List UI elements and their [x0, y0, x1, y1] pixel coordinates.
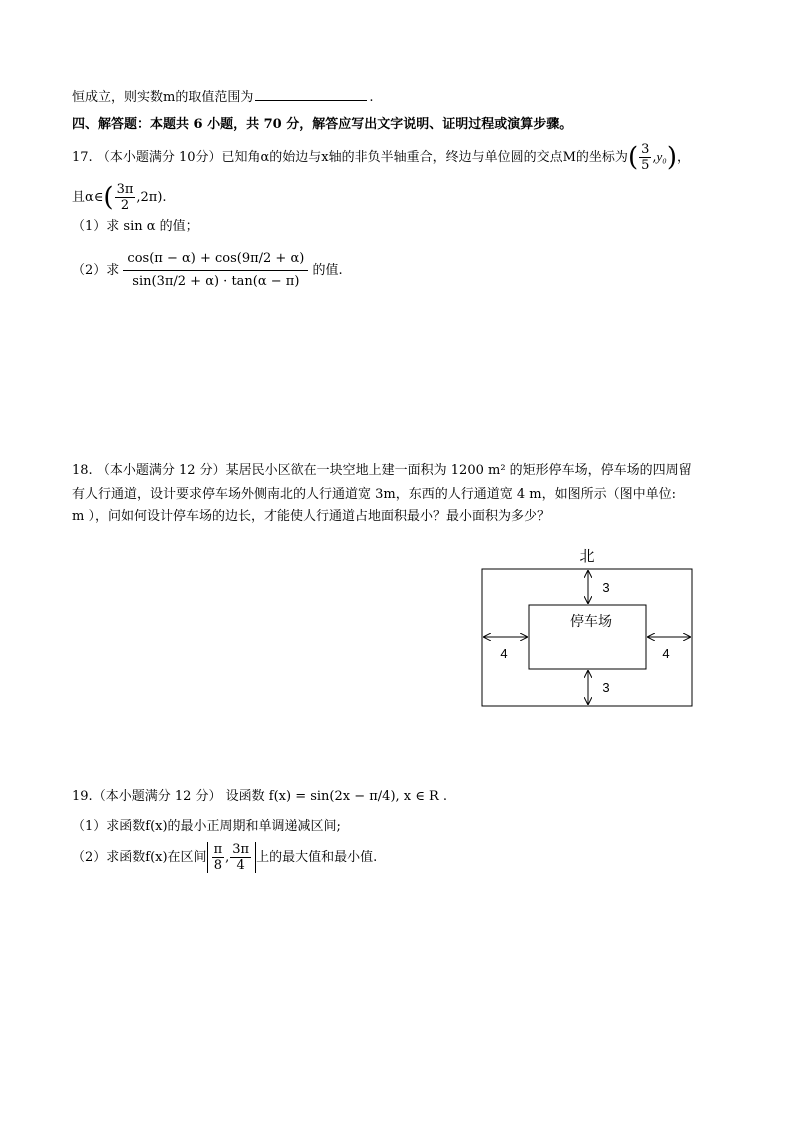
north-label: 北	[579, 547, 595, 565]
bottom-width-label: 3	[602, 680, 610, 695]
q17-sub2-prefix: （2）求	[72, 263, 120, 278]
q17-stem-part2: 且α∈	[72, 190, 104, 205]
q17-line1: 17. （本小题满分 10分）已知角α的始边与x轴的非负半轴重合，终边与单位圆的交点M的坐标为( $\frac{3}{5}$ ,y₀)，	[72, 142, 690, 173]
q17-expr-denominator: sin(3π/2 + α) · tan(α − π)	[132, 274, 300, 289]
left-width-label: 4	[500, 646, 508, 661]
interval-left-fraction	[212, 842, 225, 873]
paren-open: (	[627, 142, 639, 173]
interval-right: ,2π)	[136, 190, 163, 205]
top-width-label: 3	[602, 580, 610, 595]
q17-expression	[123, 248, 308, 293]
q19-number: 19.	[72, 789, 93, 804]
interval-den: 2	[120, 198, 130, 213]
paren-close: )	[666, 142, 677, 173]
carryover-line	[72, 88, 373, 107]
point-y: y₀	[656, 149, 667, 164]
q17-number: 17.	[72, 150, 93, 165]
q19-interval: $\frac{\pi}{8}$ , $\frac{3\pi}{4}$	[207, 842, 257, 873]
interval-left-den: 8	[213, 858, 222, 873]
q19-sub1: （1）求函数f(x)的最小正周期和单调递减区间;	[72, 819, 341, 834]
point-x-fraction	[639, 142, 651, 173]
point-x-den: 5	[641, 158, 650, 173]
q18-number: 18.	[72, 463, 93, 478]
q19-line1	[72, 788, 447, 806]
q17-sub1: （1）求 sin α 的值；	[72, 219, 199, 234]
q18-line1	[72, 462, 692, 480]
q18-text1: 某居民小区欲在一块空地上建一面积为 1200 m² 的矩形停车场，停车场的四周留	[225, 463, 692, 478]
q19-sub2-suffix: 上的最大值和最小值.	[256, 850, 378, 865]
q17-line2: 且α∈( $\frac{3\pi}{2}$ ,2π).	[72, 182, 167, 213]
carryover-text: 恒成立，则实数m的取值范围为	[72, 90, 254, 105]
interval-right-fraction	[230, 842, 251, 873]
parking-lot-label: 停车场	[570, 614, 612, 630]
q19-points: （本小题满分 12 分）	[92, 789, 222, 804]
interval-right-den: 4	[236, 858, 245, 873]
right-width-label: 4	[662, 646, 670, 661]
section-heading: 四、解答题：本题共 6 小题，共 70 分，解答应写出文字说明、证明过程或演算步骤。	[72, 117, 573, 132]
q17-sub2	[72, 248, 343, 293]
interval-right-num: 3π	[232, 842, 250, 857]
q17-expr-numerator: cos(π − α) + cos(9π/2 + α)	[123, 248, 308, 271]
point-x-num: 3	[641, 142, 650, 157]
q18-points: （本小题满分 12 分）	[96, 463, 226, 478]
q19-stem: 设函数 f(x) = sin(2x − π/4), x ∈ R .	[225, 789, 448, 804]
carryover-end: .	[369, 90, 374, 105]
q17-stem-part1: 已知角α的始边与x轴的非负半轴重合，终边与单位圆的交点M的坐标为	[221, 150, 628, 165]
q18-line3: m ），问如何设计停车场的边长，才能使人行通道占地面积最小？最小面积为多少？	[72, 509, 550, 524]
interval-fraction	[115, 182, 136, 213]
q17-points: （本小题满分 10分）	[96, 150, 222, 165]
parking-figure-svg	[481, 545, 693, 710]
q19-sub2-prefix: （2）求函数f(x)在区间	[72, 850, 207, 865]
interval-left-num: π	[213, 842, 223, 857]
interval-open: (	[103, 182, 114, 213]
q19-sub2	[72, 842, 377, 873]
answer-blank[interactable]	[255, 88, 367, 101]
q18-line2: 有人行通道，设计要求停车场外侧南北的人行通道宽 3m，东西的人行通道宽 4 m，如图所示（图中单位:	[72, 487, 676, 502]
interval-num: 3π	[116, 182, 134, 197]
parking-figure	[481, 545, 693, 710]
q17-sub2-suffix: 的值.	[312, 263, 343, 278]
